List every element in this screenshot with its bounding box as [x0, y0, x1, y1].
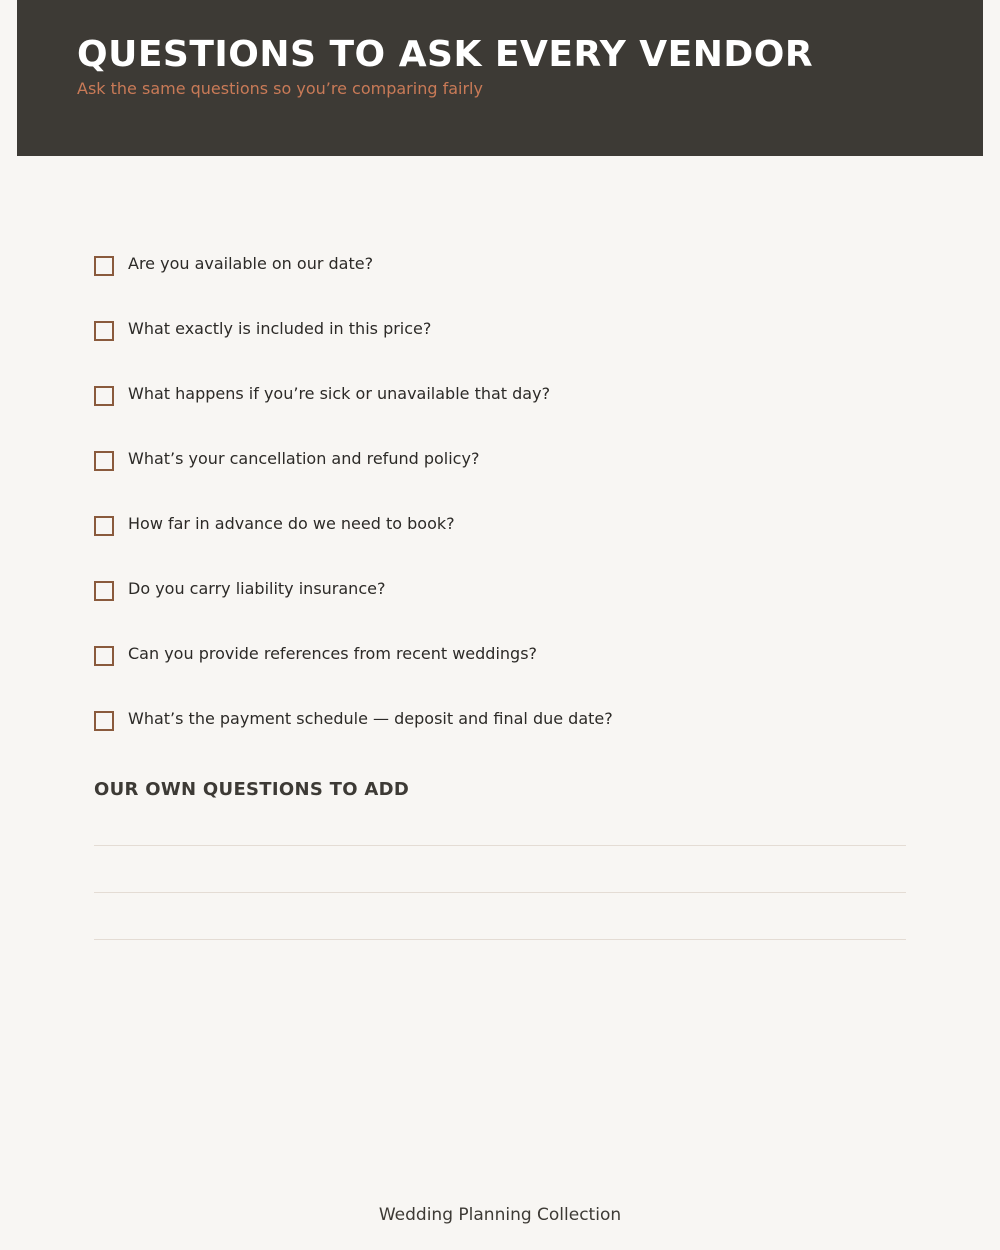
checklist-item: [94, 506, 914, 571]
checkbox[interactable]: [94, 711, 114, 731]
checklist-item: [94, 311, 914, 376]
checkbox[interactable]: [94, 646, 114, 666]
write-in-line[interactable]: [94, 892, 906, 893]
checklist-item: [94, 441, 914, 506]
checklist-item-label: What happens if you’re sick or unavailable that day?: [128, 384, 551, 403]
checklist-item: [94, 376, 914, 441]
checklist-item-label: What exactly is included in this price?: [128, 319, 432, 338]
checkbox[interactable]: [94, 451, 114, 471]
checkbox[interactable]: [94, 386, 114, 406]
checklist-item: [94, 571, 914, 636]
footer-text: Wedding Planning Collection: [378, 1205, 622, 1225]
checkbox[interactable]: [94, 321, 114, 341]
checklist-item-label: Are you available on our date?: [128, 254, 374, 273]
page-subtitle: Ask the same questions so you’re comparing fairly: [77, 79, 483, 98]
header-banner: [17, 0, 983, 156]
write-in-line[interactable]: [94, 939, 906, 940]
own-questions-heading: OUR OWN QUESTIONS TO ADD: [94, 779, 410, 800]
write-in-line[interactable]: [94, 845, 906, 846]
checklist-item-label: What’s your cancellation and refund policy?: [128, 449, 480, 468]
checklist-item: [94, 636, 914, 701]
checklist-item-label: Do you carry liability insurance?: [128, 579, 386, 598]
question-checklist: [94, 246, 914, 766]
checklist-item: [94, 246, 914, 311]
checklist-item-label: Can you provide references from recent weddings?: [128, 644, 538, 663]
checklist-item: [94, 701, 914, 766]
checkbox[interactable]: [94, 516, 114, 536]
page-title: QUESTIONS TO ASK EVERY VENDOR: [77, 34, 814, 75]
checklist-item-label: How far in advance do we need to book?: [128, 514, 455, 533]
checkbox[interactable]: [94, 581, 114, 601]
checklist-item-label: What’s the payment schedule — deposit and final due date?: [128, 709, 613, 728]
checkbox[interactable]: [94, 256, 114, 276]
